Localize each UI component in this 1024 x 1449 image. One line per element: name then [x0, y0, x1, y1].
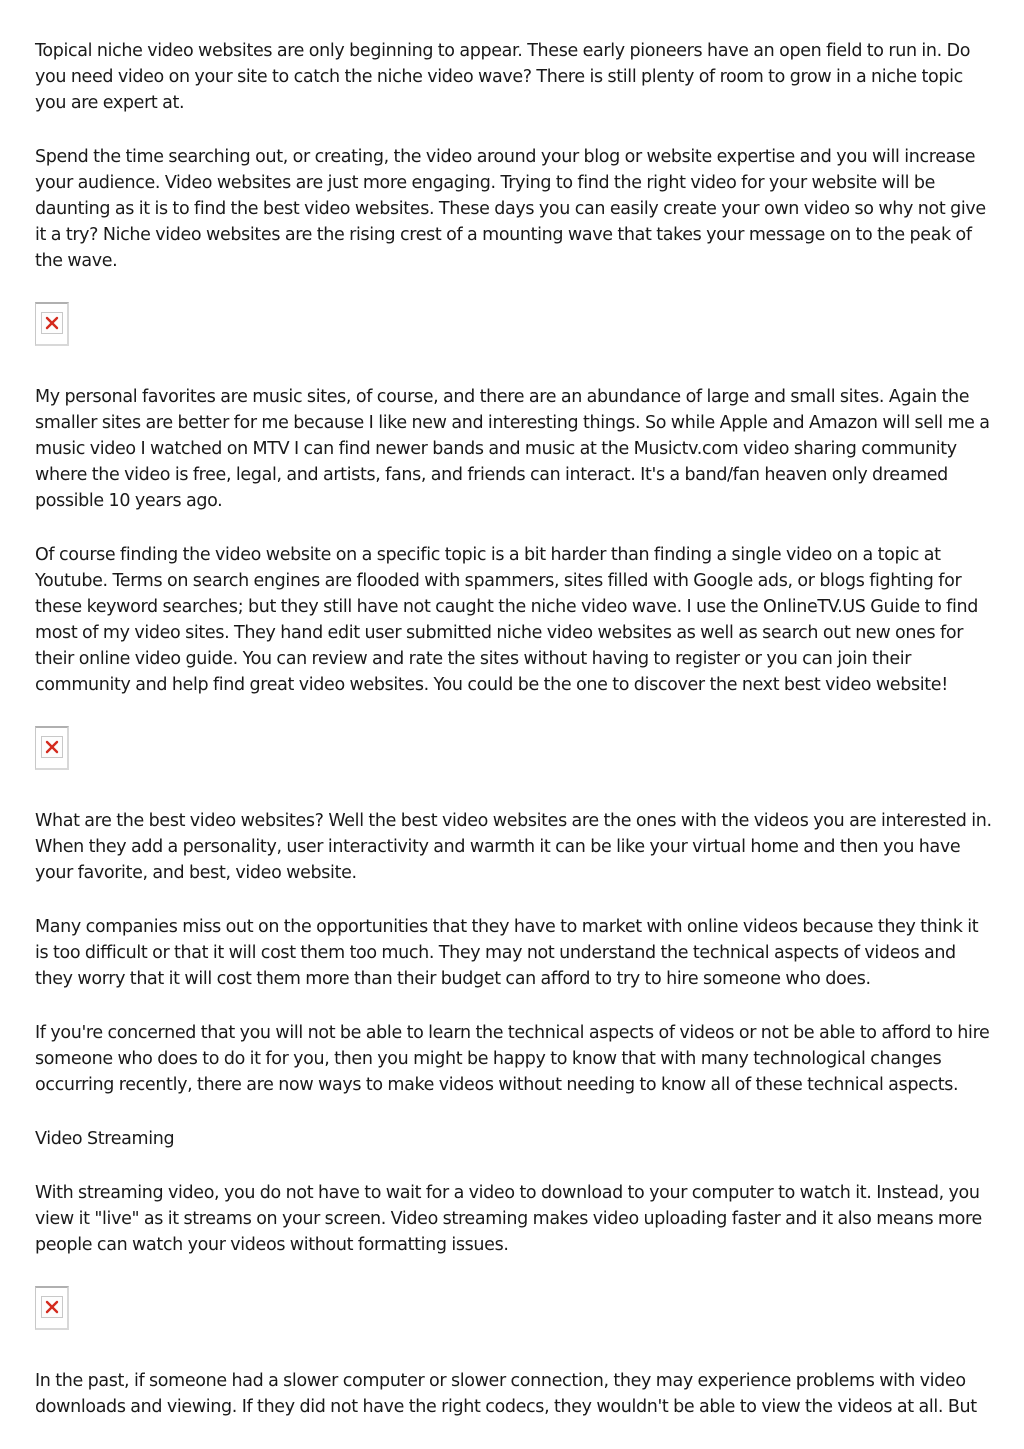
broken-image-icon — [35, 1286, 69, 1330]
paragraph: Topical niche video websites are only beginning to appear. These early pioneers have an open field to run in. Do you need video on your site to catch the niche video wave? There is still plenty of room to grow in a niche topic you are expert at. — [35, 41, 971, 113]
paragraph: In the past, if someone had a slower computer or slower connection, they may experience problems with video downloads and viewing. If they did not have the right codecs, they wouldn't be able to view the videos at all. But — [35, 1371, 977, 1417]
broken-image-icon — [35, 302, 69, 346]
paragraph: Spend the time searching out, or creating, the video around your blog or website expertise and you will increase your audience. Video websites are just more engaging. Trying to find the right video for your website will be daunting as it is to find the best video websites. These days you can easily create your own video so why not give it a try? Niche video websites are the rising crest of a mounting wave that takes your message on to the peak of the wave. — [35, 147, 986, 271]
paragraph: My personal favorites are music sites, of course, and there are an abundance of large and small sites. Again the smaller sites are better for me because I like new and interesting things. So while Apple and Amazon will sell me a music video I watched on MTV I can find newer bands and music at the Musictv.com video sharing community where the video is free, legal, and artists, fans, and friends can interact. It's a band/fan heaven only dreamed possible 10 years ago. — [35, 387, 990, 511]
paragraph: If you're concerned that you will not be able to learn the technical aspects of videos or not be able to afford to hire someone who does to do it for you, then you might be happy to know that with many technological changes occurring recently, there are now ways to make videos without needing to know all of these technical aspects. — [35, 1023, 990, 1095]
paragraph: With streaming video, you do not have to wait for a video to download to your computer to watch it. Instead, you view it "live" as it streams on your screen. Video streaming makes video uploading faster and it also means more people can watch your videos without formatting issues. — [35, 1183, 982, 1255]
article-body — [35, 38, 995, 1448]
section-heading: Video Streaming — [35, 1129, 175, 1149]
paragraph: Many companies miss out on the opportunities that they have to market with online videos because they think it is too difficult or that it will cost them too much. They may not understand the technical aspects of videos and they worry that it will cost them more than their budget can afford to try to hire someone who does. — [35, 917, 979, 989]
paragraph: Of course finding the video website on a specific topic is a bit harder than finding a single video on a topic at Youtube. Terms on search engines are flooded with spammers, sites filled with Google ads, or blogs fighting for these keyword searches; but they still have not caught the niche video wave. I use the OnlineTV.US Guide to find most of my video sites. They hand edit user submitted niche video websites as well as search out new ones for their online video guide. You can review and rate the sites without having to register or you can join their community and help find great video websites. You could be the one to discover the next best video website! — [35, 545, 978, 695]
paragraph: What are the best video websites? Well the best video websites are the ones with the videos you are interested in. When they add a personality, user interactivity and warmth it can be like your virtual home and then you have your favorite, and best, video website. — [35, 811, 992, 883]
broken-image-icon — [35, 726, 69, 770]
